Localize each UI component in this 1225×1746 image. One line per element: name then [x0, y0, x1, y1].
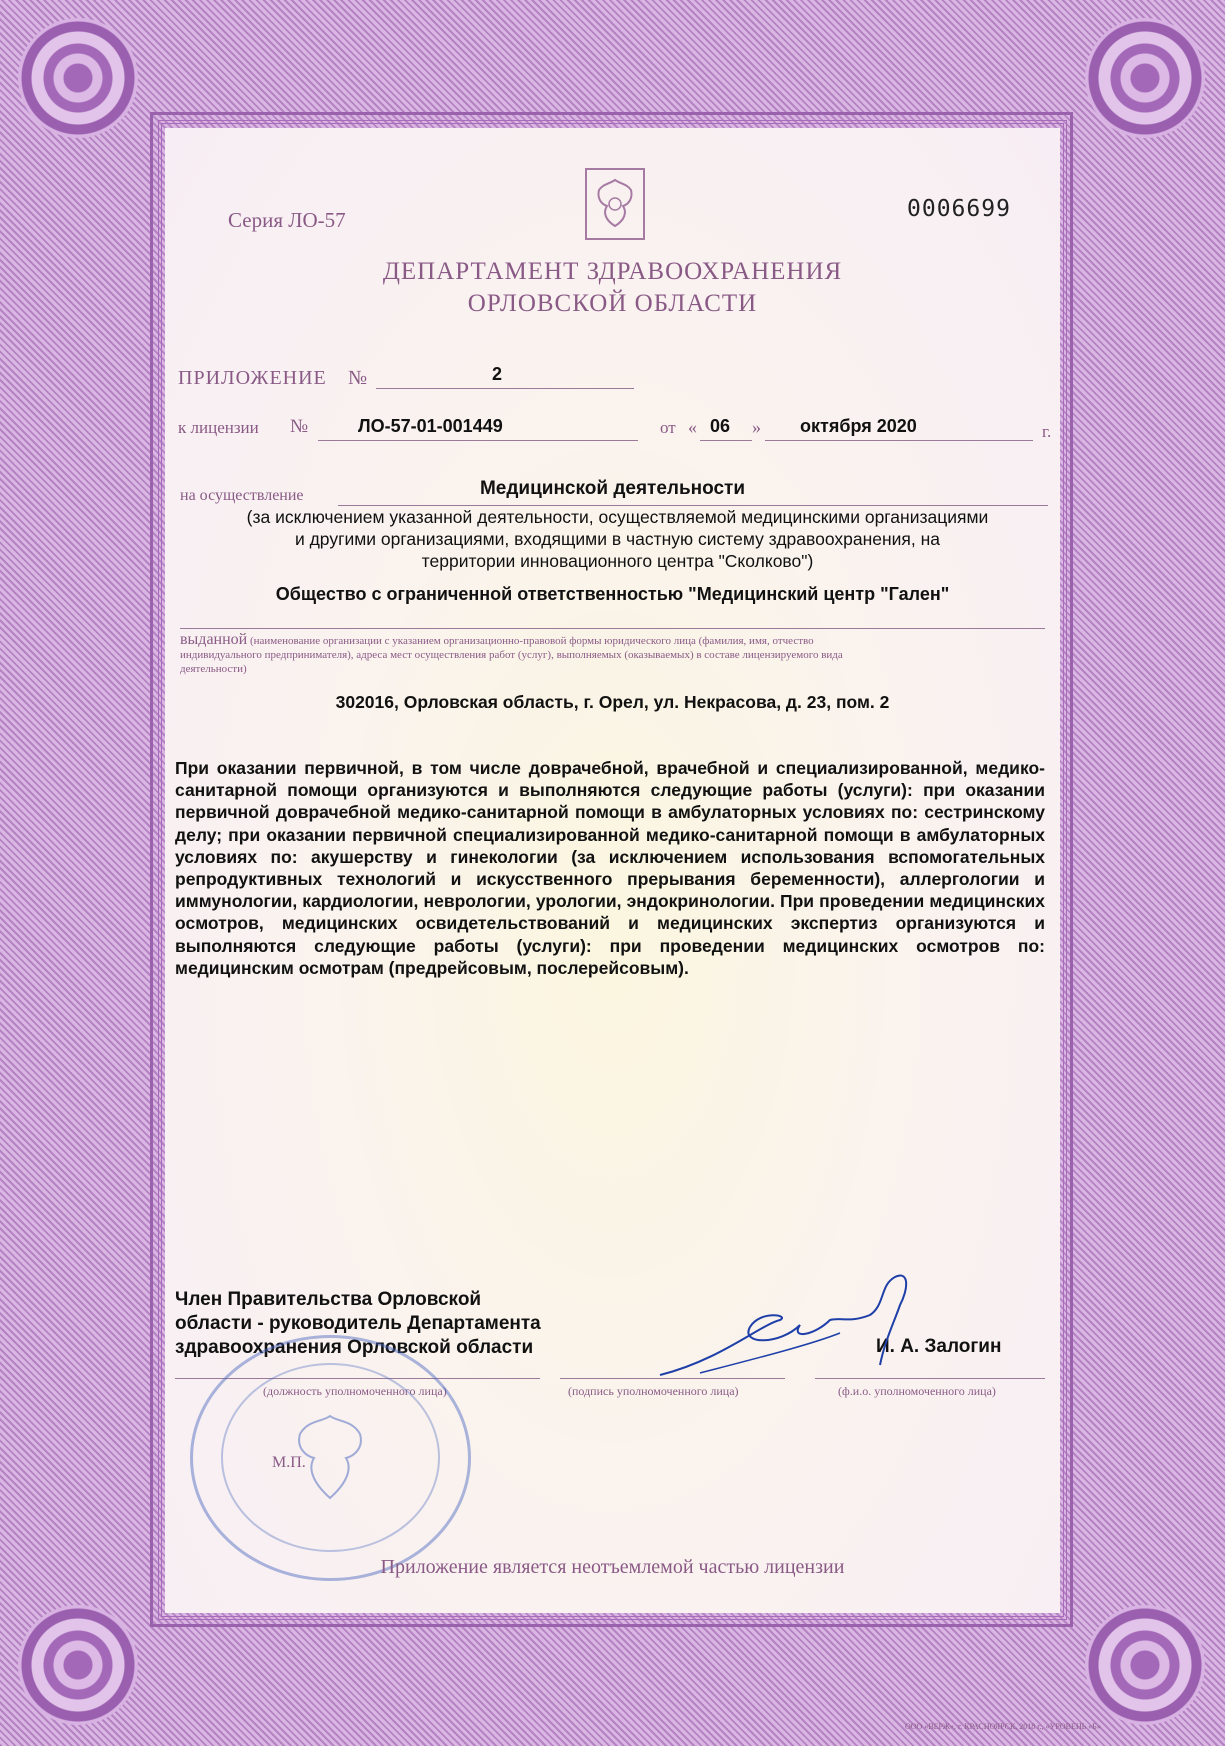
appendix-label: ПРИЛОЖЕНИЕ	[178, 367, 327, 389]
footer-note: Приложение является неотъемлемой частью лицензии	[380, 1556, 845, 1578]
corner-rosette-bottom-right	[1085, 1605, 1205, 1725]
license-month-year: октября 2020	[800, 416, 917, 436]
caption-signature: (подпись уполномоченного лица)	[568, 1384, 739, 1398]
activity-title: Медицинской деятельности	[479, 478, 746, 499]
activity-note-line3: территории инновационного центра "Сколково")	[421, 551, 814, 571]
department-title-line1: ДЕПАРТАМЕНТ ЗДРАВООХРАНЕНИЯ	[382, 258, 843, 285]
appendix-number: 2	[492, 364, 503, 384]
date-quote-close: »	[752, 417, 761, 437]
activity-note	[170, 506, 1065, 572]
issued-note-1: (наименование организации с указанием организационно-правовой формы юридического лица (фамилия, имя, отчество	[249, 635, 814, 647]
activity-note-line1: (за исключением указанной деятельности, осуществляемой медицинскими организациями	[246, 507, 989, 527]
department-title-line2: ОРЛОВСКОЙ ОБЛАСТИ	[467, 290, 758, 317]
coat-of-arms-emblem	[585, 168, 645, 240]
organization-address: 302016, Орловская область, г. Орел, ул. Некрасова, д. 23, пом. 2	[335, 692, 890, 712]
form-number: 0006699	[907, 196, 1011, 222]
license-year-suffix: г.	[1042, 422, 1052, 441]
seal-place-label: М.П.	[272, 1454, 306, 1471]
corner-rosette-top-right	[1085, 18, 1205, 138]
issued-note-2: индивидуального предпринимателя), адреса мест осуществления работ (услуг), выполняемых (оказываемых) в составе лицензируемого вида	[180, 649, 843, 661]
position-line3: здравоохранения Орловской области	[175, 1337, 534, 1358]
license-number: ЛО-57-01-001449	[358, 416, 503, 436]
appendix-number-sign: №	[348, 367, 368, 389]
printer-info: ООО «ВЕРЖ», г. КРАСНОЯРСК, 2018 г., «УРОВЕНЬ «Б»	[905, 1722, 1101, 1731]
corner-rosette-bottom-left	[18, 1605, 138, 1725]
signature-scribble	[640, 1265, 940, 1385]
position-line2: области - руководитель Департамента	[175, 1313, 541, 1334]
services-text: При оказании первичной, в том числе доврачебной, врачебной и специализированной, медико-санитарной помощи организуются и выполняются следующие работы (услуги): при оказании первичной доврачебной медико-санитарной помощи в амбулаторных условиях по: сестринскому делу; при оказании первичной специализированной медико-санитарной помощи в амбулаторных условиях по: акушерству и гинекологии (за исключением использования вспомогательных репродуктивных технологий и искусственного прерывания беременности), аллергологии и иммунологии, кардиологии, неврологии, урологии, эндокринологии. При проведении медицинских осмотров, медицинских освидетельствований и медицинских экспертиз организуются и выполняются следующие работы (услуги): при проведении медицинских осмотров по: медицинским осмотрам (предрейсовым, послерейсовым).	[175, 758, 1045, 978]
official-seal	[190, 1335, 471, 1581]
date-quote-open: «	[688, 417, 697, 437]
license-month-line	[765, 440, 1033, 441]
signature-caption-line	[560, 1378, 785, 1379]
activity-label: на осуществление	[180, 487, 304, 504]
license-day-line	[700, 440, 752, 441]
license-number-sign: №	[290, 416, 309, 437]
appendix-number-line	[376, 388, 634, 389]
license-label: к лицензии	[178, 418, 259, 437]
signatory-name: И. А. Залогин	[876, 1336, 1002, 1357]
license-number-line	[318, 440, 638, 441]
position-line1: Член Правительства Орловской	[175, 1289, 482, 1310]
issued-caption	[180, 633, 1050, 676]
caption-name: (ф.и.о. уполномоченного лица)	[838, 1384, 996, 1398]
caption-position: (должность уполномоченного лица)	[263, 1384, 447, 1398]
issued-note-3: деятельности)	[180, 663, 247, 675]
corner-rosette-top-left	[18, 18, 138, 138]
series-label: Серия ЛО-57	[228, 208, 346, 232]
name-caption-line	[815, 1378, 1045, 1379]
organization-name: Общество с ограниченной ответственностью "Медицинский центр "Гален"	[275, 584, 950, 604]
license-day: 06	[710, 416, 731, 436]
issued-label: выданной	[180, 631, 248, 648]
activity-note-line2: и другими организациями, входящими в частную систему здравоохранения, на	[294, 529, 941, 549]
organization-line	[180, 628, 1045, 629]
license-date-from-label: от	[660, 418, 676, 437]
